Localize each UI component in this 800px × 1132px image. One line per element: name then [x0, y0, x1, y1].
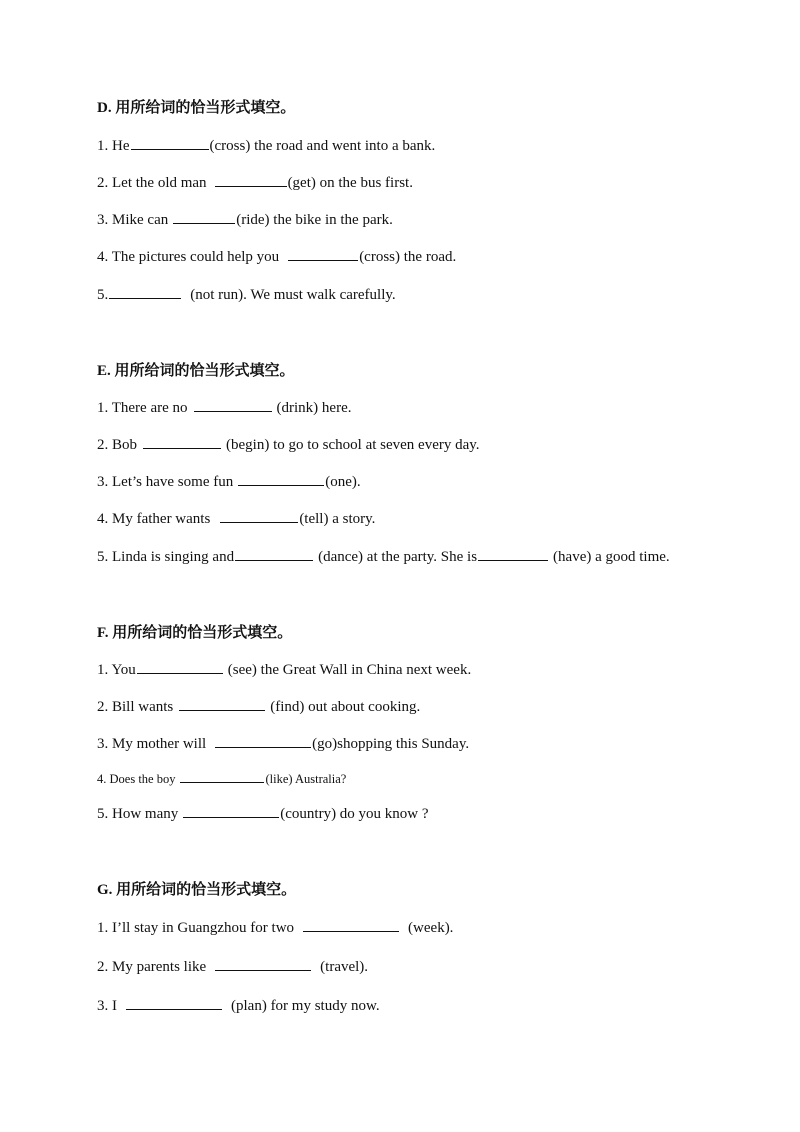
- question-d5: 5. (not run). We must walk carefully.: [97, 287, 396, 303]
- answer-blank-d5[interactable]: [109, 285, 181, 299]
- answer-blank-d3[interactable]: [173, 210, 235, 224]
- section-e-heading: E. 用所给词的恰当形式填空。: [97, 363, 295, 379]
- question-f5: 5. How many (country) do you know ?: [97, 806, 429, 822]
- question-d4: 4. The pictures could help you (cross) the road.: [97, 249, 457, 265]
- answer-blank-g3[interactable]: [126, 996, 222, 1010]
- question-f1: 1. You (see) the Great Wall in China next week.: [97, 662, 472, 678]
- answer-blank-e3[interactable]: [238, 472, 324, 486]
- question-f2: 2. Bill wants (find) out about cooking.: [97, 699, 421, 715]
- answer-blank-e2[interactable]: [143, 435, 221, 449]
- answer-blank-g2[interactable]: [215, 957, 311, 971]
- question-g1: 1. I’ll stay in Guangzhou for two (week).: [97, 920, 454, 936]
- question-f4: 4. Does the boy (like) Australia?: [97, 772, 347, 786]
- question-f3: 3. My mother will (go)shopping this Sunday.: [97, 736, 470, 752]
- answer-blank-d4[interactable]: [288, 247, 358, 261]
- answer-blank-d2[interactable]: [215, 173, 287, 187]
- answer-blank-f1[interactable]: [137, 660, 223, 674]
- question-g3: 3. I (plan) for my study now.: [97, 998, 380, 1014]
- question-g2: 2. My parents like (travel).: [97, 959, 369, 975]
- answer-blank-d1[interactable]: [131, 136, 209, 150]
- question-d3: 3. Mike can (ride) the bike in the park.: [97, 212, 393, 228]
- question-e3: 3. Let’s have some fun (one).: [97, 474, 361, 490]
- question-e2: 2. Bob (begin) to go to school at seven every day.: [97, 437, 480, 453]
- section-d-heading: D. 用所给词的恰当形式填空。: [97, 100, 296, 116]
- answer-blank-e1[interactable]: [194, 398, 272, 412]
- answer-blank-f5[interactable]: [183, 804, 279, 818]
- section-f-heading: F. 用所给词的恰当形式填空。: [97, 625, 293, 641]
- section-g-heading: G. 用所给词的恰当形式填空。: [97, 882, 297, 898]
- answer-blank-e5a[interactable]: [235, 547, 313, 561]
- question-e1: 1. There are no (drink) here.: [97, 400, 352, 416]
- question-e5: 5. Linda is singing and (dance) at the party. She is (have) a good time.: [97, 549, 670, 565]
- answer-blank-f4[interactable]: [180, 771, 264, 783]
- question-d1: 1. He (cross) the road and went into a bank.: [97, 138, 436, 154]
- question-e4: 4. My father wants (tell) a story.: [97, 511, 376, 527]
- answer-blank-f3[interactable]: [215, 734, 311, 748]
- answer-blank-e4[interactable]: [220, 509, 298, 523]
- answer-blank-f2[interactable]: [179, 697, 265, 711]
- question-d2: 2. Let the old man (get) on the bus first.: [97, 175, 413, 191]
- answer-blank-g1[interactable]: [303, 918, 399, 932]
- answer-blank-e5b[interactable]: [478, 547, 548, 561]
